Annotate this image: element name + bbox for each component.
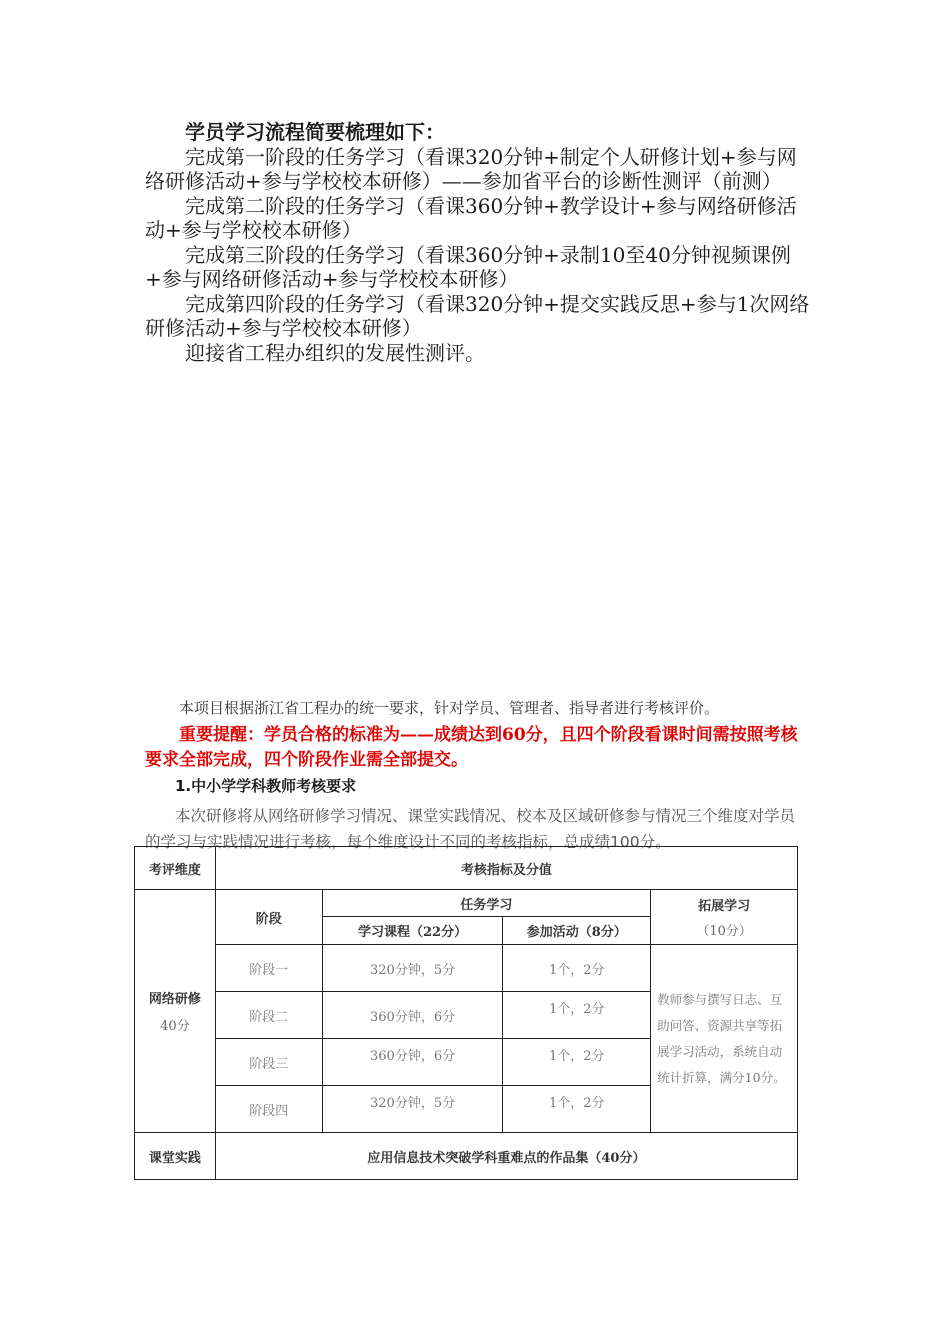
activity-cell: 1个，2分: [503, 1086, 651, 1133]
course-cell: 360分钟，6分: [322, 1039, 503, 1086]
header-activity: 参加活动（8分）: [503, 917, 651, 945]
class-practice-text: 应用信息技术突破学科重难点的作品集（40分）: [215, 1133, 797, 1180]
network-study-label: 网络研修: [148, 992, 201, 1007]
important-reminder: 重要提醒：学员合格的标准为——成绩达到60分，且四个阶段看课时间需按照考核要求全部完成，四个阶段作业需全部提交。: [145, 725, 798, 770]
network-study-score: 40分: [160, 1019, 190, 1034]
header-extension-cell: [651, 890, 798, 945]
flow-step-3: 完成第三阶段的任务学习（看课360分钟+录制10至40分钟视频课例+参与网络研修活动+参与学校校本研修）: [145, 242, 791, 291]
extension-description: 教师参与撰写日志、互助问答、资源共享等拓展学习活动，系统自动统计折算，满分10分。: [651, 945, 798, 1133]
study-flow: [145, 120, 810, 365]
header-index: 考核指标及分值: [215, 847, 797, 890]
course-cell: 360分钟，6分: [322, 992, 503, 1039]
stage-cell: 阶段三: [215, 1039, 322, 1086]
header-stage: 阶段: [215, 890, 322, 945]
network-study-cell: [135, 890, 216, 1133]
intro-paragraph: 本项目根据浙江省工程办的统一要求，针对学员、管理者、指导者进行考核评价。: [179, 699, 720, 717]
stage-cell: 阶段四: [215, 1086, 322, 1133]
stage-cell: 阶段二: [215, 992, 322, 1039]
header-extension-score: （10分）: [696, 924, 752, 939]
flow-step-4: 完成第四阶段的任务学习（看课320分钟+提交实践反思+参与1次网络研修活动+参与学校校本研修）: [145, 291, 810, 340]
course-cell: 320分钟，5分: [322, 1086, 503, 1133]
flow-step-1: 完成第一阶段的任务学习（看课320分钟+制定个人研修计划+参与网络研修活动+参与学校校本研修）——参加省平台的诊断性测评（前测）: [145, 144, 797, 193]
flow-step-5: 迎接省工程办组织的发展性测评。: [185, 340, 485, 365]
header-task-study: 任务学习: [322, 890, 650, 917]
stage-cell: 阶段一: [215, 945, 322, 992]
section-title: 1.中小学学科教师考核要求: [175, 777, 357, 795]
assessment-intro: [145, 697, 810, 855]
activity-cell: 1个，2分: [503, 1039, 651, 1086]
class-practice-label: 课堂实践: [135, 1133, 216, 1180]
header-course: 学习课程（22分）: [322, 917, 503, 945]
course-cell: 320分钟，5分: [322, 945, 503, 992]
section-description: 本次研修将从网络研修学习情况、课堂实践情况、校本及区域研修参与情况三个维度对学员的学习与实践情况进行考核，每个维度设计不同的考核指标，总成绩100分。: [145, 807, 796, 851]
header-dimension: 考评维度: [135, 847, 216, 890]
header-extension: 拓展学习: [698, 899, 751, 914]
activity-cell: 1个，2分: [503, 945, 651, 992]
flow-heading: 学员学习流程简要梳理如下：: [185, 120, 445, 144]
activity-cell: 1个，2分: [503, 992, 651, 1039]
table-row: [135, 945, 798, 992]
assessment-table: [134, 846, 798, 1180]
flow-step-2: 完成第二阶段的任务学习（看课360分钟+教学设计+参与网络研修活动+参与学校校本研修）: [145, 193, 797, 242]
